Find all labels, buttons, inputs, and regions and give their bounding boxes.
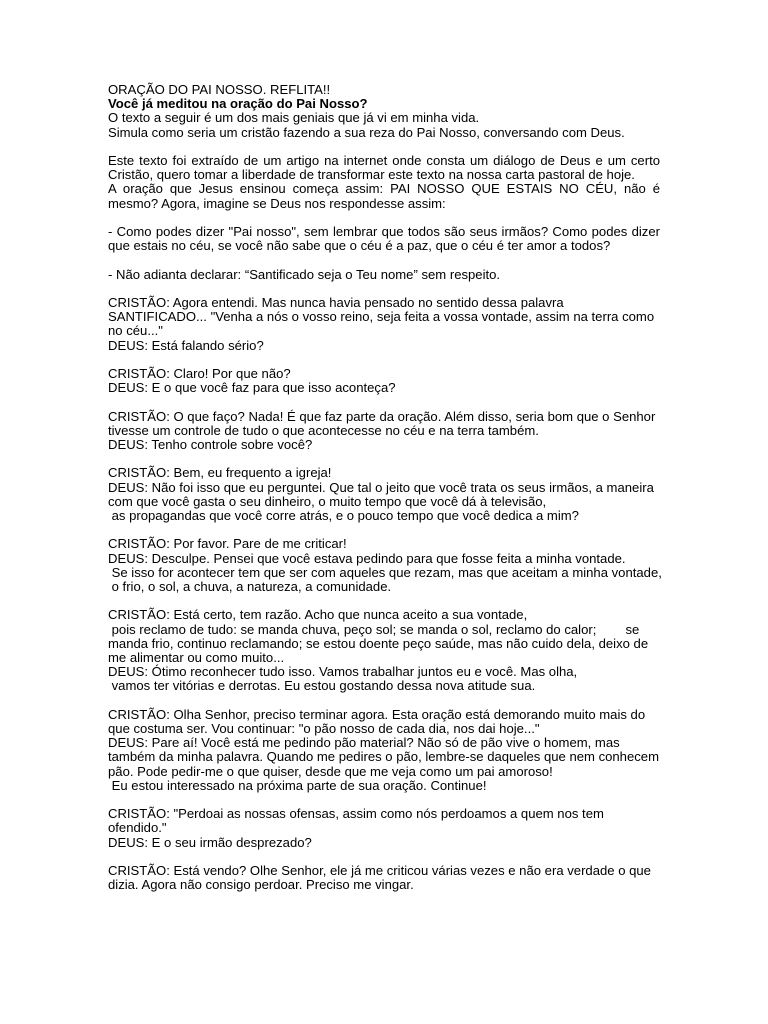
dialogue-line: Se isso for acontecer tem que ser com aqueles que rezam, mas que aceitam a minha vontade,: [108, 564, 662, 580]
dialogue-block: [108, 864, 660, 892]
document-subtitle: Você já meditou na oração do Pai Nosso?: [108, 96, 368, 112]
dialogue-line: CRISTÃO: Está certo, tem razão. Acho que nunca aceito a sua vontade,: [108, 607, 528, 623]
paragraph-line: que estais no céu, se você não sabe que o céu é a paz, que o céu é ter amor a todos?: [108, 238, 611, 254]
dialogue-line: DEUS: E o seu irmão desprezado?: [108, 834, 312, 850]
paragraph: [108, 225, 660, 253]
dialogue-line: pão. Pode pedir-me o que quiser, desde que me veja como um pai amoroso!: [108, 763, 553, 779]
dialogue-block: [108, 367, 660, 395]
paragraph-line: - Como podes dizer "Pai nosso", sem lembrar que todos são seus irmãos? Como podes dizer: [108, 224, 660, 239]
document-header: [108, 83, 660, 140]
dialogue-line: CRISTÃO: Bem, eu frequento a igreja!: [108, 465, 332, 481]
dialogue-block: [108, 296, 660, 353]
dialogue-line: no céu...": [108, 323, 163, 339]
dialogue-line: CRISTÃO: "Perdoai as nossas ofensas, assim como nós perdoamos a quem nos tem: [108, 806, 604, 822]
paragraph-line: - Não adianta declarar: “Santificado seja o Teu nome” sem respeito.: [108, 266, 501, 282]
dialogue-line: CRISTÃO: Agora entendi. Mas nunca havia pensado no sentido dessa palavra: [108, 294, 564, 310]
dialogue-line: pois reclamo de tudo: se manda chuva, peço sol; se manda o sol, reclamo do calor; se: [108, 621, 640, 637]
paragraph-line: Este texto foi extraído de um artigo na internet onde consta um diálogo de Deus e um certo: [108, 153, 660, 168]
dialogue-line: DEUS: Está falando sério?: [108, 337, 264, 353]
paragraph-line: A oração que Jesus ensinou começa assim: PAI NOSSO QUE ESTAIS NO CÉU, não é: [108, 181, 660, 197]
dialogue-line: DEUS: Não foi isso que eu perguntei. Que tal o jeito que você trata os seus irmãos, a maneira: [108, 479, 654, 495]
dialogue-block: [108, 708, 660, 793]
dialogue-block: [108, 410, 660, 453]
paragraph-line: Cristão, quero tomar a liberdade de transformar este texto na nossa carta pastoral de hoje.: [108, 167, 635, 183]
dialogue-block: [108, 807, 660, 850]
dialogue-line: CRISTÃO: Olha Senhor, preciso terminar agora. Esta oração está demorando muito mais do: [108, 706, 646, 722]
dialogue-block: [108, 608, 660, 693]
dialogue-line: DEUS: Tenho controle sobre você?: [108, 436, 313, 452]
document-page: [108, 83, 660, 907]
dialogue-line: CRISTÃO: Está vendo? Olhe Senhor, ele já me criticou várias vezes e não era verdade o que: [108, 862, 651, 878]
paragraph: [108, 154, 660, 211]
dialogue-block: [108, 466, 660, 523]
dialogue-line: SANTIFICADO... "Venha a nós o vosso reino, seja feita a vossa vontade, assim na terra como: [108, 309, 655, 325]
dialogue-line: CRISTÃO: Claro! Por que não?: [108, 365, 291, 381]
dialogue-line: também da minha palavra. Quando me pedires o pão, lembre-se daqueles que nem conhecem: [108, 749, 659, 765]
dialogue-block: [108, 537, 660, 594]
dialogue-line: CRISTÃO: Por favor. Pare de me criticar!: [108, 536, 347, 552]
dialogue-line: Eu estou interessado na próxima parte de sua oração. Continue!: [108, 777, 487, 793]
dialogue-line: vamos ter vitórias e derrotas. Eu estou gostando dessa nova atitude sua.: [108, 678, 536, 694]
document-title: ORAÇÃO DO PAI NOSSO. REFLITA!!: [108, 82, 331, 97]
intro-line: Simula como seria um cristão fazendo a sua reza do Pai Nosso, conversando com Deus.: [108, 124, 625, 140]
dialogue-line: dizia. Agora não consigo perdoar. Preciso me vingar.: [108, 877, 414, 893]
dialogue-line: DEUS: Ótimo reconhecer tudo isso. Vamos trabalhar juntos eu e você. Mas olha,: [108, 664, 578, 680]
dialogue-line: as propagandas que você corre atrás, e o pouco tempo que você dedica a mim?: [108, 507, 579, 523]
paragraph-line: mesmo? Agora, imagine se Deus nos respondesse assim:: [108, 195, 446, 211]
dialogue-line: CRISTÃO: O que faço? Nada! É que faz parte da oração. Além disso, seria bom que o Senhor: [108, 408, 656, 424]
dialogue-line: ofendido.": [108, 820, 167, 836]
dialogue-line: o frio, o sol, a chuva, a natureza, a comunidade.: [108, 578, 392, 594]
paragraph: [108, 268, 660, 282]
dialogue-line: com que você gasta o seu dinheiro, o muito tempo que você dá à televisão,: [108, 493, 547, 509]
dialogue-line: DEUS: Desculpe. Pensei que você estava pedindo para que fosse feita a minha vontade.: [108, 550, 626, 566]
dialogue-line: me alimentar ou como muito...: [108, 649, 285, 665]
dialogue-line: que costuma ser. Vou continuar: "o pão nosso de cada dia, nos dai hoje...": [108, 720, 540, 736]
dialogue-line: DEUS: Pare aí! Você está me pedindo pão material? Não só de pão vive o homem, mas: [108, 735, 620, 751]
dialogue-line: tivesse um controle de tudo o que acontecesse no céu e na terra também.: [108, 422, 539, 438]
intro-line: O texto a seguir é um dos mais geniais que já vi em minha vida.: [108, 110, 480, 126]
dialogue-line: manda frio, continuo reclamando; se estou doente peço saúde, mas não cuido dela, deixo de: [108, 635, 649, 651]
dialogue-line: DEUS: E o que você faz para que isso aconteça?: [108, 380, 396, 396]
